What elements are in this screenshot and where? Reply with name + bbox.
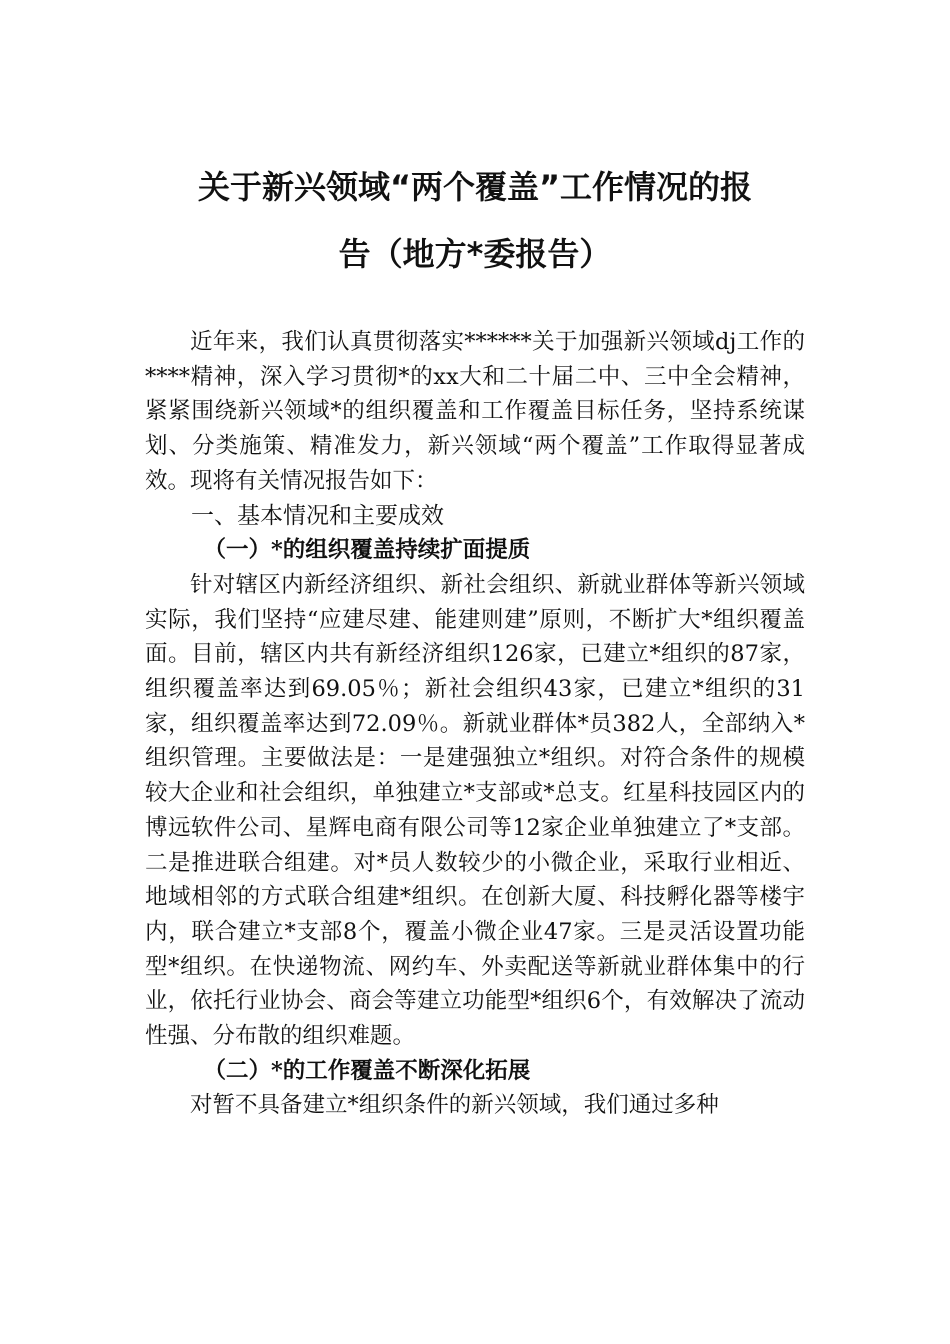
section-heading-1: 一、基本情况和主要成效 [191,502,444,529]
document-title-line-2: 告（地方*委报告） [338,235,612,273]
subsection-heading-2: （二）*的工作覆盖不断深化拓展 [203,1057,531,1084]
subsection-heading-1: （一）*的组织覆盖持续扩面提质 [203,537,531,564]
organization-coverage-paragraph: 针对辖区内新经济组织、新社会组织、新就业群体等新兴领域实际，我们坚持“应建尽建、能建则建”原则，不断扩大*组织覆盖面。目前，辖区内共有新经济组织126家，已建立*组织的87家，组织覆盖率达到69.05％；新社会组织43家，已建立*组织的31家，组织覆盖率达到72.09％。新就业群体*员382人，全部纳入*组织管理。主要做法是：一是建强独立*组织。对符合条件的规模较大企业和社会组织，单独建立*支部或*总支。红星科技园区内的博远软件公司、星辉电商有限公司等12家企业单独建立了*支部。二是推进联合组建。对*员人数较少的小微企业，采取行业相近、地域相邻的方式联合组建*组织。在创新大厦、科技孵化器等楼宇内，联合建立*支部8个，覆盖小微企业47家。三是灵活设置功能型*组织。在快递物流、网约车、外卖配送等新就业群体集中的行业，依托行业协会、商会等建立功能型*组织6个，有效解决了流动性强、分布散的组织难题。 [145,571,805,1050]
document-body [145,325,805,1123]
document-title-line-1: 关于新兴领域“两个覆盖”工作情况的报 [197,168,753,206]
intro-paragraph: 近年来，我们认真贯彻落实******关于加强新兴领域dj工作的****精神，深入学习贯彻*的xx大和二十届二中、三中全会精神，紧紧围绕新兴领域*的组织覆盖和工作覆盖目标任务，坚持系统谋划、分类施策、精准发力，新兴领域“两个覆盖”工作取得显著成效。现将有关情况报告如下： [145,329,805,494]
work-coverage-paragraph: 对暂不具备建立*组织条件的新兴领域，我们通过多种 [190,1092,719,1119]
